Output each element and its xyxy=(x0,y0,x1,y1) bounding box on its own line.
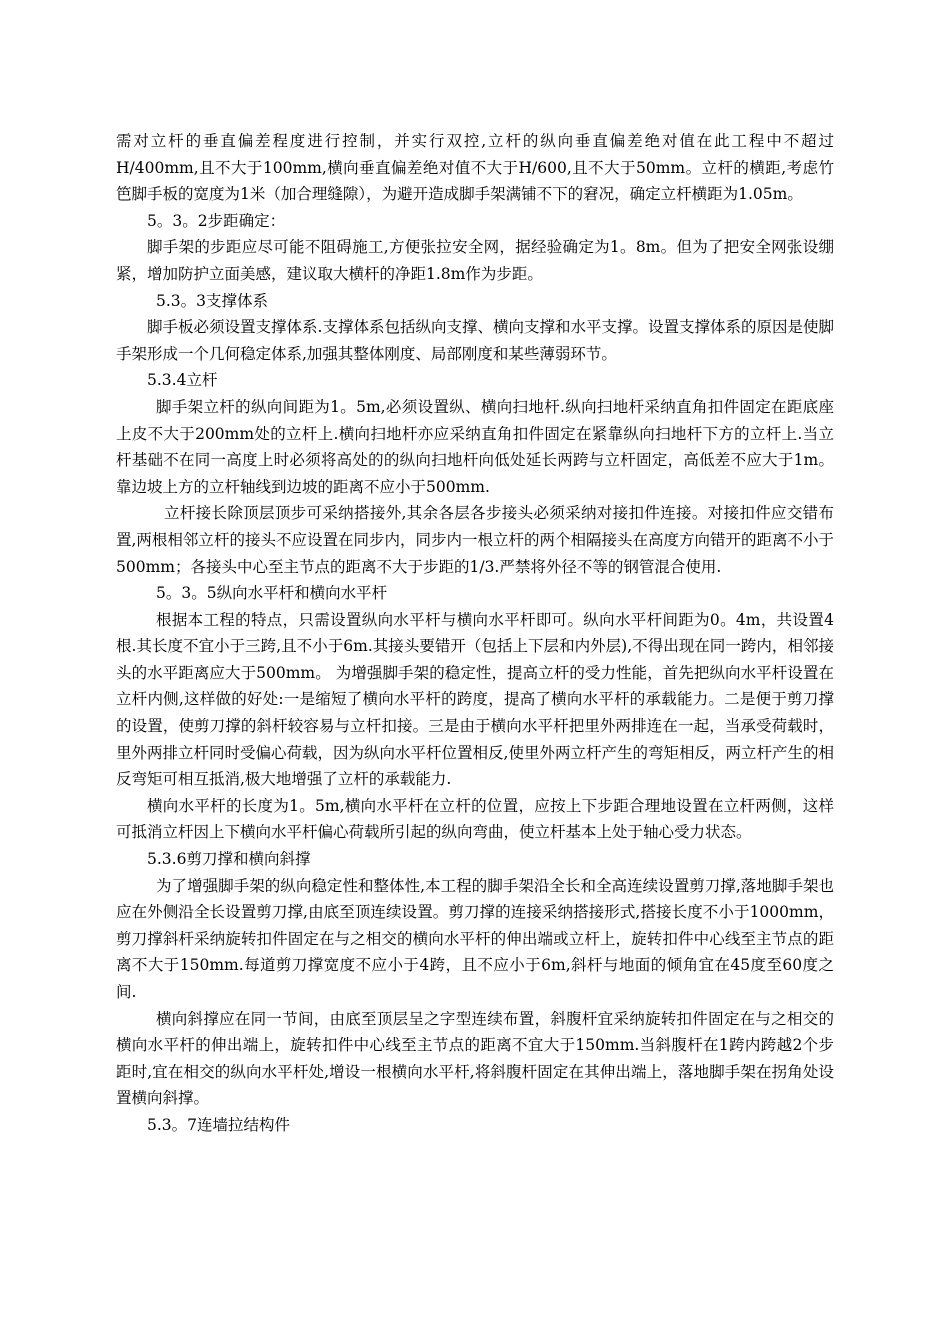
section-heading-5-3-4: 5.3.4立杆 xyxy=(147,371,218,390)
paragraph-upright-spacing: 脚手架立杆的纵向间距为1。5m,必须设置纵、横向扫地杆.纵向扫地杆采纳直角扣件固定在距底座上皮不大于200mm处的立杆上.横向扫地杆亦应采纳直角扣件固定在紧靠纵向扫地杆下方的立杆上.当立杆基础不在同一高度上时必须将高处的的纵向扫地杆向低处延长两跨与立杆固定，高低差不应大于1m。靠边坡上方的立杆轴线到边坡的距离不应小于500mm. xyxy=(116,397,834,496)
paragraph-transverse-bar-length: 横向水平杆的长度为1。5m,横向水平杆在立杆的位置，应按上下步距合理地设置在立杆两侧，这样可抵消立杆因上下横向水平杆偏心荷载所引起的纵向弯曲，使立杆基本上处于轴心受力状态。 xyxy=(116,796,834,842)
paragraph-transverse-diagonal: 横向斜撑应在同一节间，由底至顶层呈之字型连续布置，斜腹杆宜采纳旋转扣件固定在与之相交的横向水平杆的伸出端上，旋转扣件中心线至主节点的距离不宜大于150mm.当斜腹杆在1跨内跨越2个步距时,宜在相交的纵向水平杆处,增设一根横向水平杆,将斜腹杆固定在其伸出端上，落地脚手架在拐角处设置横向斜撑。 xyxy=(116,1009,834,1108)
section-heading-5-3-7: 5.3。7连墙拉结构件 xyxy=(147,1115,291,1134)
paragraph-upright-joints: 立杆接长除顶层顶步可采纳搭接外,其余各层各步接头必须采纳对接扣件连接。对接扣件应交错布置,两根相邻立杆的接头不应设置在同步内，同步内一根立杆的两个相隔接头在高度方向错开的距离不小于500mm；各接头中心至主节点的距离不大于步距的1/3.严禁将外径不等的钢管混合使用. xyxy=(116,504,834,576)
paragraph-vertical-deviation: 需对立杆的垂直偏差程度进行控制，并实行双控,立杆的纵向垂直偏差绝对值在此工程中不超过H/400mm,且不大于100mm,横向垂直偏差绝对值不大于H/600,且不大于50mm。立杆的横距,考虑竹笆脚手板的宽度为1米（加合理缝隙），为避开造成脚手架满铺不下的窘况，确定立杆横距为1.05m。 xyxy=(116,132,834,204)
section-heading-5-3-5: 5。3。5纵向水平杆和横向水平杆 xyxy=(156,584,388,603)
paragraph-scissor-bracing: 为了增强脚手架的纵向稳定性和整体性,本工程的脚手架沿全长和全高连续设置剪刀撑,落地脚手架也应在外侧沿全长设置剪刀撑,由底至顶连续设置。剪刀撑的连接采纳搭接形式,搭接长度不小于1000mm，剪刀撑斜杆采纳旋转扣件固定在与之相交的横向水平杆的伸出端或立杆上，旋转扣件中心线至主节点的距离不大于150mm.每道剪刀撑宽度不应小于4跨，且不应小于6m,斜杆与地面的倾角宜在45度至60度之间. xyxy=(116,876,834,1001)
document-page xyxy=(116,128,834,1139)
section-heading-5-3-3: 5.3。3支撑体系 xyxy=(156,291,269,310)
section-heading-5-3-6: 5.3.6剪刀撑和横向斜撑 xyxy=(147,850,311,869)
paragraph-step-distance: 脚手架的步距应尽可能不阻碍施工,方便张拉安全网，据经验确定为1。8m。但为了把安全网张设绷紧，增加防护立面美感，建议取大横杆的净距1.8m作为步距。 xyxy=(116,238,834,283)
paragraph-support-system: 脚手板必须设置支撑体系.支撑体系包括纵向支撑、横向支撑和水平支撑。设置支撑体系的原因是使脚手架形成一个几何稳定体系,加强其整体刚度、局部刚度和某些薄弱环节。 xyxy=(116,318,834,363)
paragraph-horizontal-bars: 根据本工程的特点，只需设置纵向水平杆与横向水平杆即可。纵向水平杆间距为0。4m，共设置4根.其长度不宜小于三跨,且不小于6m.其接头要错开（包括上下层和内外层),不得出现在同一跨内，相邻接头的水平距离应大于500mm。 为增强脚手架的稳定性，提高立杆的受力性能，首先把纵向水平杆设置在立杆内侧,这样做的好处:一是缩短了横向水平杆的跨度，提高了横向水平杆的承载能力。二是便于剪刀撑的设置，使剪刀撑的斜杆较容易与立杆扣接。三是由于横向水平杆把里外两排连在一起，当承受荷载时，里外两排立杆同时受偏心荷载，因为纵向水平杆位置相反,使里外两立杆产生的弯矩相反，两立杆产生的相反弯矩可相互抵消,极大地增强了立杆的承载能力. xyxy=(116,610,834,789)
section-heading-5-3-2: 5。3。2步距确定： xyxy=(147,211,286,230)
